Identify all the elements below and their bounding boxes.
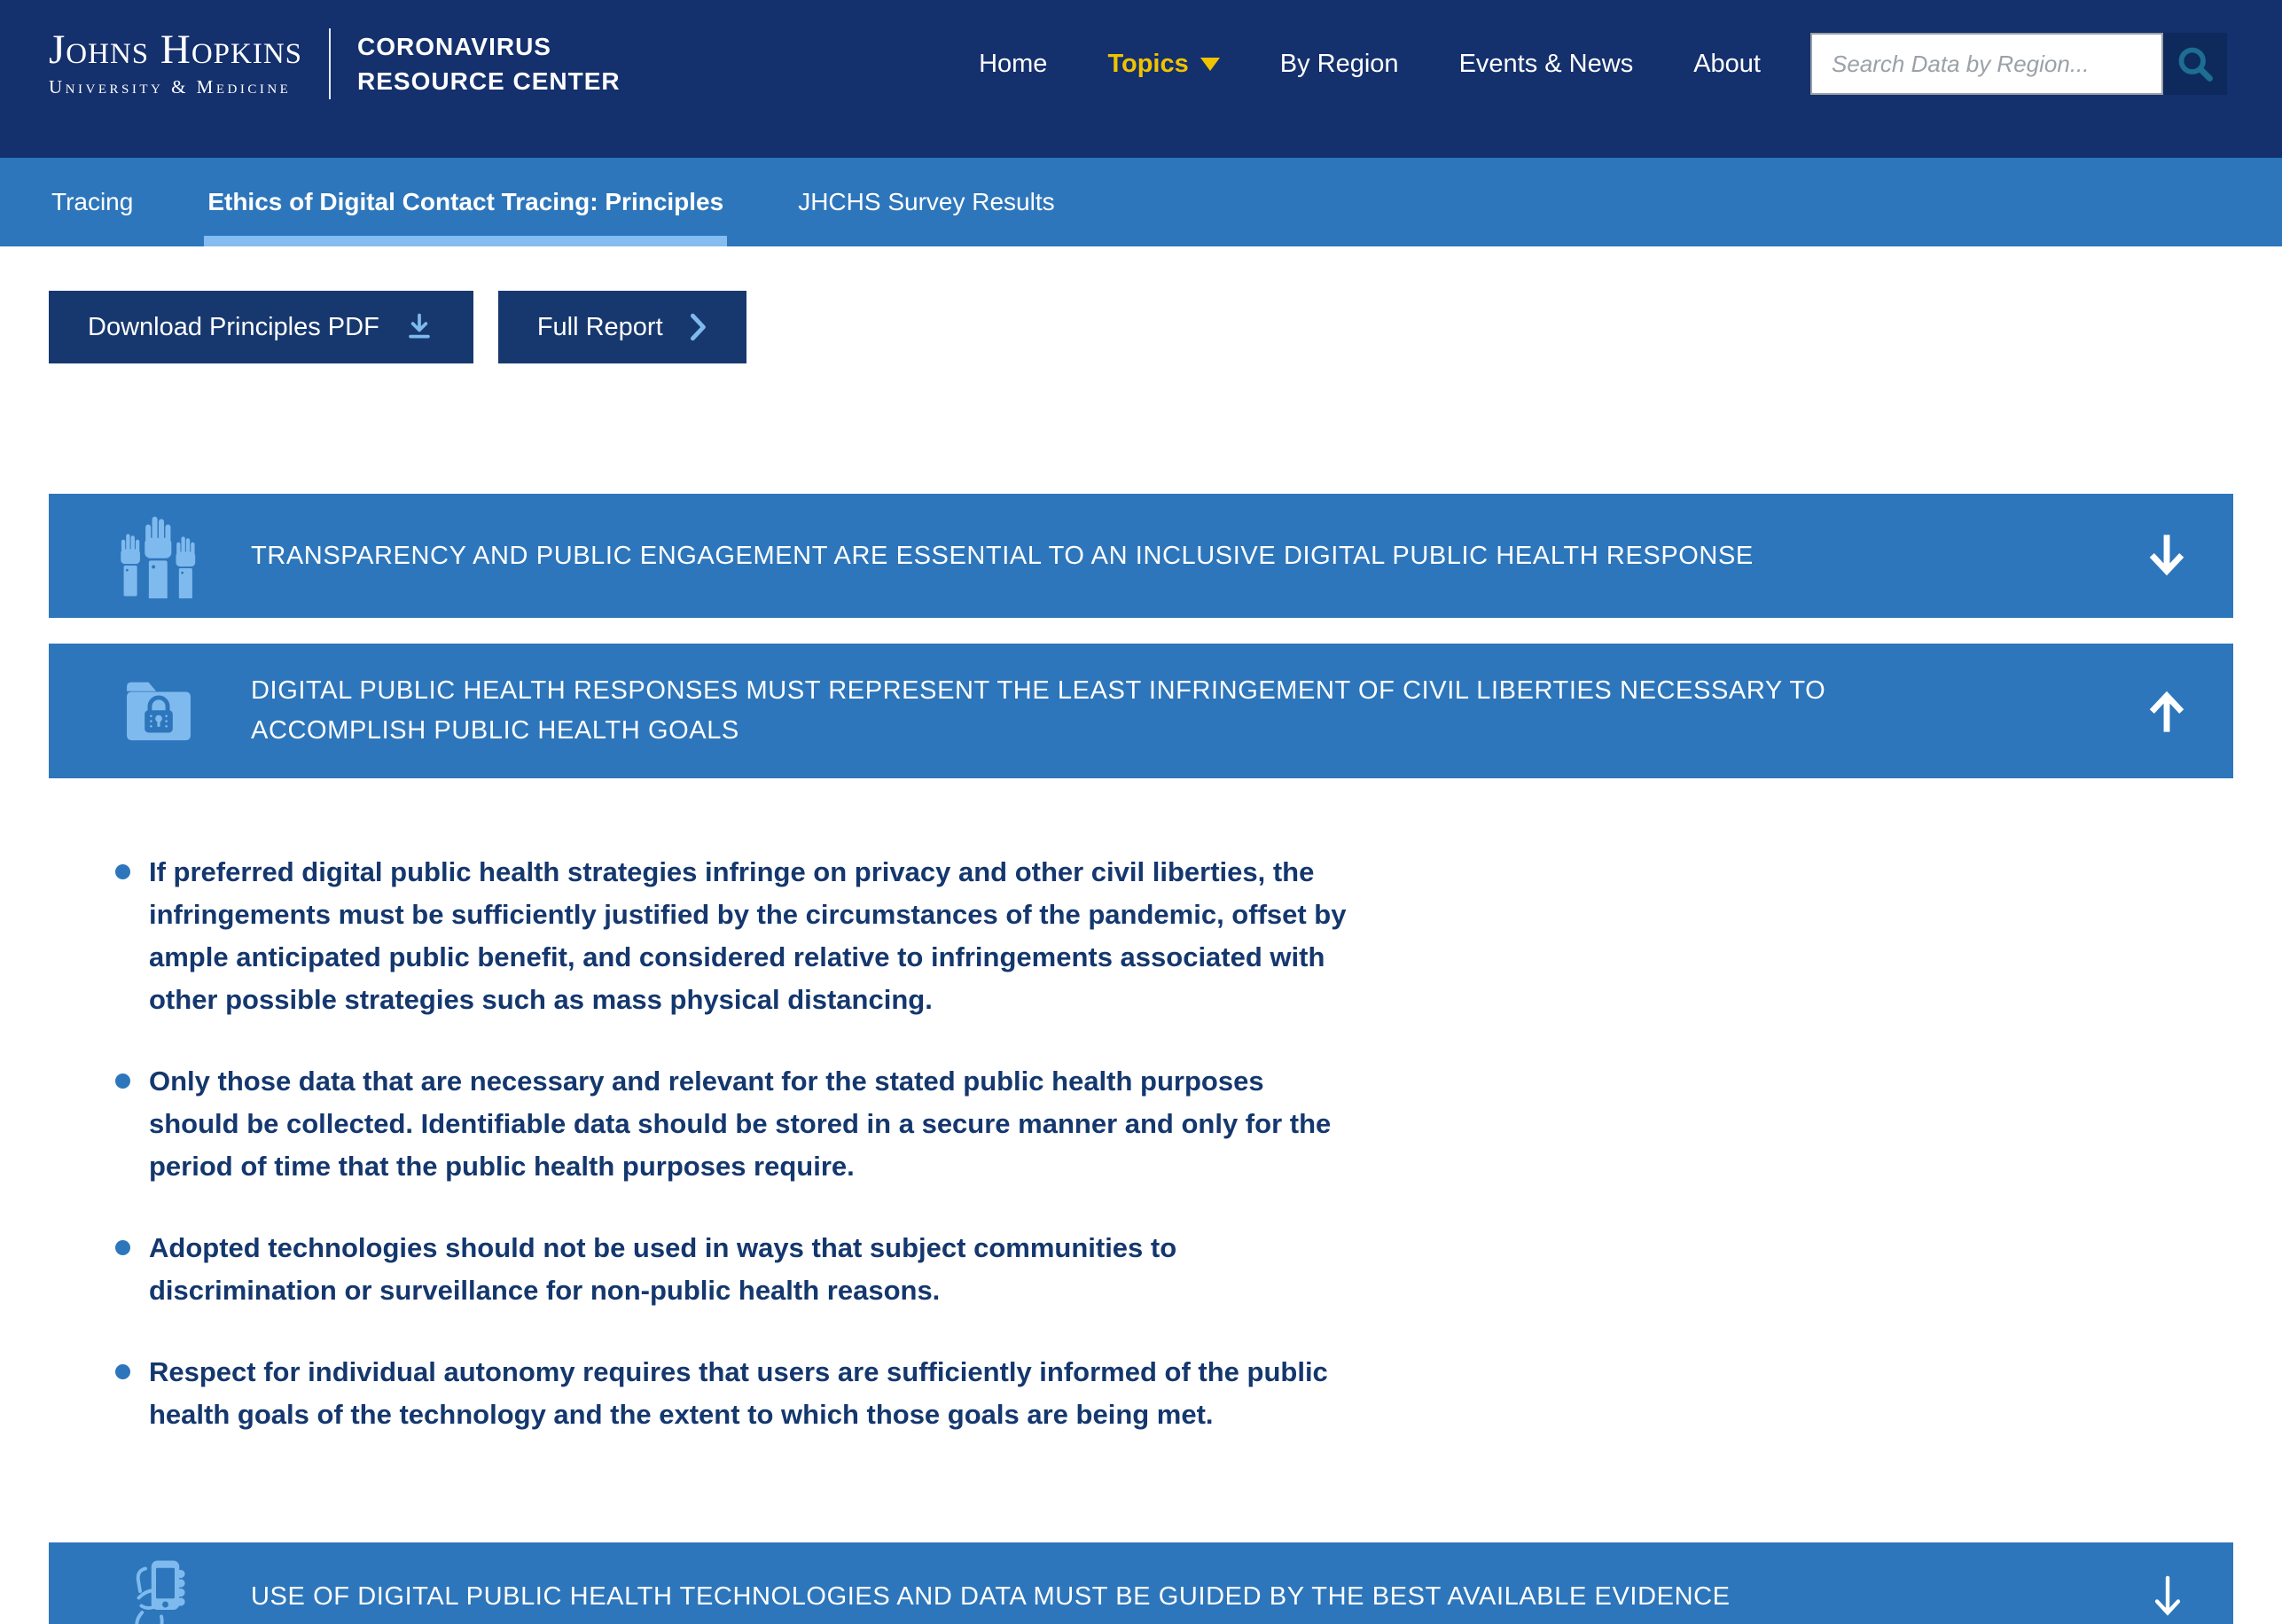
principle-bullet: Respect for individual autonomy requires that users are sufficiently informed of the public health goals of the technology and the extent to which those goals are being met. — [115, 1351, 1356, 1436]
tab-ethics-principles[interactable] — [207, 158, 723, 246]
nav-item-about[interactable]: About — [1693, 49, 1761, 78]
principle-bar-least-infringement[interactable] — [49, 644, 2233, 778]
raised-hands-icon — [114, 513, 203, 598]
topic-subnav — [0, 158, 2282, 246]
expand-arrow-down-icon — [2148, 1573, 2187, 1620]
nav-item-by-region[interactable]: By Region — [1279, 49, 1399, 78]
tab-tracing[interactable] — [51, 158, 133, 246]
site-header — [0, 0, 2282, 158]
brand-line2: RESOURCE CENTER — [357, 67, 621, 95]
principle-title: TRANSPARENCY AND PUBLIC ENGAGEMENT ARE ESSENTIAL TO AN INCLUSIVE DIGITAL PUBLIC HEALTH RESPONSE — [251, 541, 1754, 570]
search-box — [1810, 33, 2227, 95]
hand-holding-phone-icon — [114, 1554, 203, 1624]
nav-item-home[interactable]: Home — [979, 49, 1048, 78]
download-principles-pdf-label: Download Principles PDF — [88, 312, 379, 341]
chevron-right-icon — [688, 313, 707, 341]
principle-bullet-list — [49, 851, 2233, 1436]
action-buttons — [49, 291, 2233, 363]
nav-item-events-news[interactable]: Events & News — [1458, 49, 1634, 78]
principle-title: DIGITAL PUBLIC HEALTH RESPONSES MUST REPRESENT THE LEAST INFRINGEMENT OF CIVIL LIBERTIES NECESSARY TO ACCOMPLISH PUBLIC HEALTH GOALS — [251, 676, 1826, 745]
logo-tagline: University & Medicine — [49, 76, 292, 98]
principle-bullet: Adopted technologies should not be used in ways that subject communities to discrimination or surveillance for non-public health reasons. — [115, 1227, 1356, 1312]
tab-jhchs-survey-label: JHCHS Survey Results — [798, 188, 1055, 215]
tab-ethics-principles-label: Ethics of Digital Contact Tracing: Principles — [207, 188, 724, 215]
nav-item-topics-label: Topics — [1107, 49, 1189, 78]
brand-line1: CORONAVIRUS — [357, 32, 551, 60]
principle-title: USE OF DIGITAL PUBLIC HEALTH TECHNOLOGIES AND DATA MUST BE GUIDED BY THE BEST AVAILABLE EVIDENCE — [251, 1581, 1731, 1611]
search-input[interactable] — [1810, 33, 2163, 95]
search-button[interactable] — [2163, 33, 2227, 95]
principle-bar-transparency[interactable] — [49, 494, 2233, 618]
download-principles-pdf-button[interactable] — [49, 291, 473, 363]
main-nav — [979, 50, 1761, 79]
dropdown-caret-icon — [1200, 58, 1220, 71]
principle-bar-best-evidence[interactable] — [49, 1542, 2233, 1624]
tab-jhchs-survey[interactable] — [798, 158, 1054, 246]
expand-arrow-down-icon — [2146, 534, 2187, 578]
main-content — [0, 291, 2282, 1624]
nav-item-topics[interactable] — [1107, 50, 1219, 79]
site-brand-title[interactable] — [357, 29, 621, 98]
locked-folder-icon — [114, 670, 203, 752]
full-report-button[interactable] — [498, 291, 746, 363]
collapse-arrow-up-icon — [2146, 689, 2187, 733]
magnifier-icon — [2175, 43, 2216, 84]
tab-tracing-label: Tracing — [51, 188, 134, 215]
logo-wordmark: Johns Hopkins — [49, 27, 303, 73]
johns-hopkins-logo[interactable] — [49, 29, 302, 98]
full-report-label: Full Report — [536, 312, 663, 341]
principle-bullet: Only those data that are necessary and relevant for the stated public health purposes should be collected. Identifiable data should be stored in a secure manner and only for the period of time that the public health purposes require. — [115, 1060, 1356, 1188]
logo-divider — [329, 28, 331, 99]
principle-bullet: If preferred digital public health strategies infringe on privacy and other civil liberties, the infringements must be sufficiently justified by the circumstances of the pandemic, offset by ample anticipated public benefit, and considered relative to infringements associated with other possible strategies such as mass physical distancing. — [115, 851, 1356, 1021]
download-icon — [404, 312, 434, 342]
